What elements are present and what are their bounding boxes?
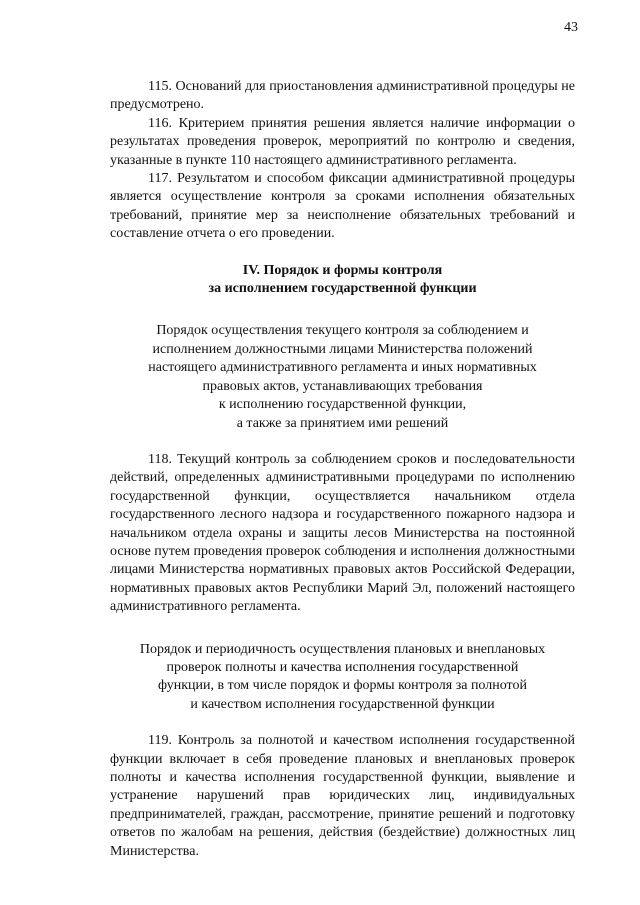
spacer xyxy=(110,714,575,732)
paragraph-119: 119. Контроль за полнотой и качеством исполнения государственной функции включает в себя проведение плановых и внеплановых проверок полноты и качества исполнения государственной функции, выявление и устранение нарушений прав юридических лиц, индивидуальных предпринимателей, граждан, рассмотрение, принятие решений и подготовку ответов по жалобам на решения, действия (бездействие) должностных лиц Министерства. xyxy=(110,733,575,859)
section-title-line: IV. Порядок и формы контроля xyxy=(242,262,443,278)
subheading-line: правовых актов, устанавливающих требования xyxy=(202,378,483,394)
paragraph-115: 115. Оснований для приостановления административной процедуры не предусмотрено. xyxy=(110,79,575,113)
paragraph-117: 117. Результатом и способом фиксации административной процедуры является осуществление контроля за сроками исполнения обязательных требований, принятие мер за неисполнение обязательных требований и составление отчета о его проведении. xyxy=(110,171,575,242)
section-title-line: за исполнением государственной функции xyxy=(208,281,477,297)
section-title xyxy=(110,262,575,299)
subheading-line: проверок полноты и качества исполнения государственной xyxy=(166,659,519,675)
paragraph-116: 116. Критерием принятия решения является наличие информации о результатах проведения проверок, мероприятий по контролю и сведения, указанные в пункте 110 настоящего административного регламента. xyxy=(110,115,575,168)
paragraph-118: 118. Текущий контроль за соблюдением сроков и последовательности действий, определенных административными процедурами по исполнению государственной функции, осуществляется начальником отдела государственного лесного надзора и государственного пожарного надзора и начальником отдела охраны и защиты лесов Министерства на постоянной основе путем проведения проверок соблюдения и исполнения должностными лицами Министерства нормативных правовых актов Российской Федерации, нормативных правовых актов Республики Марий Эл, положений настоящего административного регламента. xyxy=(110,451,575,615)
subheading-line: исполнением должностными лицами Министерства положений xyxy=(152,341,533,357)
document-body xyxy=(110,78,575,861)
spacer xyxy=(110,433,575,451)
subheading-line: Порядок и периодичность осуществления плановых и внеплановых xyxy=(139,641,546,657)
subheading-line: и качеством исполнения государственной функции xyxy=(190,696,495,712)
subheading-current-control xyxy=(110,322,575,432)
subheading-inspections xyxy=(110,641,575,715)
subheading-line: к исполнению государственной функции, xyxy=(218,397,467,413)
page-number: 43 xyxy=(564,20,578,35)
subheading-line: настоящего административного регламента и иных нормативных xyxy=(148,360,537,376)
subheading-line: функции, в том числе порядок и формы контроля за полнотой xyxy=(158,678,527,694)
subheading-line: а также за принятием ими решений xyxy=(236,415,449,431)
subheading-line: Порядок осуществления текущего контроля за соблюдением и xyxy=(156,323,529,339)
